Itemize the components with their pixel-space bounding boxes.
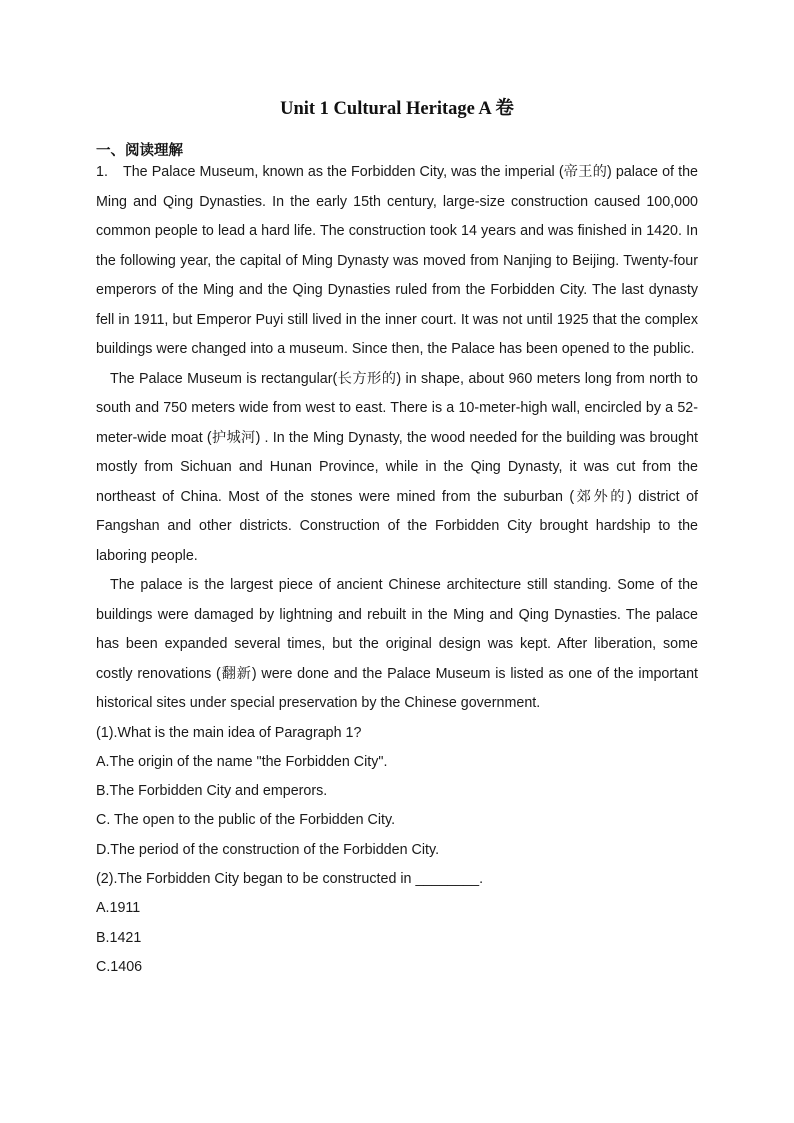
document-title: Unit 1 Cultural Heritage A 卷 bbox=[280, 99, 514, 119]
passage-paragraph-1-text: The Palace Museum, known as the Forbidden City, was the imperial (帝王的) palace of the Ming and Qing Dynasties. In the early 15th century, large-size construction caused 100,000 common people to lead a hard life. The construction took 14 years and was finished in 1420. In the following year, the capital of Ming Dynasty was moved from Nanjing to Beijing. Twenty-four emperors of the Ming and the Qing Dynasties ruled from the Forbidden City. The last dynasty fell in 1911, but Emperor Puyi still lived in the inner court. It was not until 1925 that the complex buildings were changed into a museum. Since then, the Palace has been opened to the public. bbox=[96, 164, 698, 357]
question-2-option-b: B.1421 bbox=[96, 929, 142, 946]
question-2-option-a: A.1911 bbox=[96, 900, 141, 917]
question-1-option-c: C. The open to the public of the Forbidden City. bbox=[96, 812, 396, 829]
question-1-option-b: B.The Forbidden City and emperors. bbox=[96, 783, 328, 800]
passage-paragraph-1 bbox=[96, 158, 698, 365]
passage-paragraph-3: The palace is the largest piece of ancient Chinese architecture still standing. Some of the buildings were damaged by lightning and rebuilt in the Ming and Qing Dynasties. The palace has been expanded several times, but the original design was kept. After liberation, some costly renovations (翻新) were done and the Palace Museum is listed as one of the important historical sites under special preservation by the Chinese government. bbox=[96, 577, 698, 711]
passage-paragraph-2: The Palace Museum is rectangular(长方形的) in shape, about 960 meters long from north to south and 750 meters wide from west to east. There is a 10-meter-high wall, encircled by a 52-meter-wide moat (护城河) . In the Ming Dynasty, the wood needed for the building was brought mostly from Sichuan and Hunan Province, while in the Qing Dynasty, it was cut from the northeast of China. Most of the stones were mined from the suburban (郊外的) district of Fangshan and other districts. Construction of the Forbidden City brought hardship to the laboring people. bbox=[96, 370, 698, 564]
question-1-stem: (1).What is the main idea of Paragraph 1? bbox=[96, 724, 362, 741]
question-number: 1. bbox=[96, 164, 108, 180]
question-2-stem: (2).The Forbidden City began to be constructed in ________. bbox=[96, 870, 484, 887]
document-content bbox=[96, 158, 698, 982]
question-1-option-d: D.The period of the construction of the Forbidden City. bbox=[96, 841, 440, 858]
section-heading: 一、阅读理解 bbox=[96, 143, 183, 159]
question-2-option-c: C.1406 bbox=[96, 958, 143, 975]
question-1-option-a: A.The origin of the name "the Forbidden City". bbox=[96, 753, 388, 770]
